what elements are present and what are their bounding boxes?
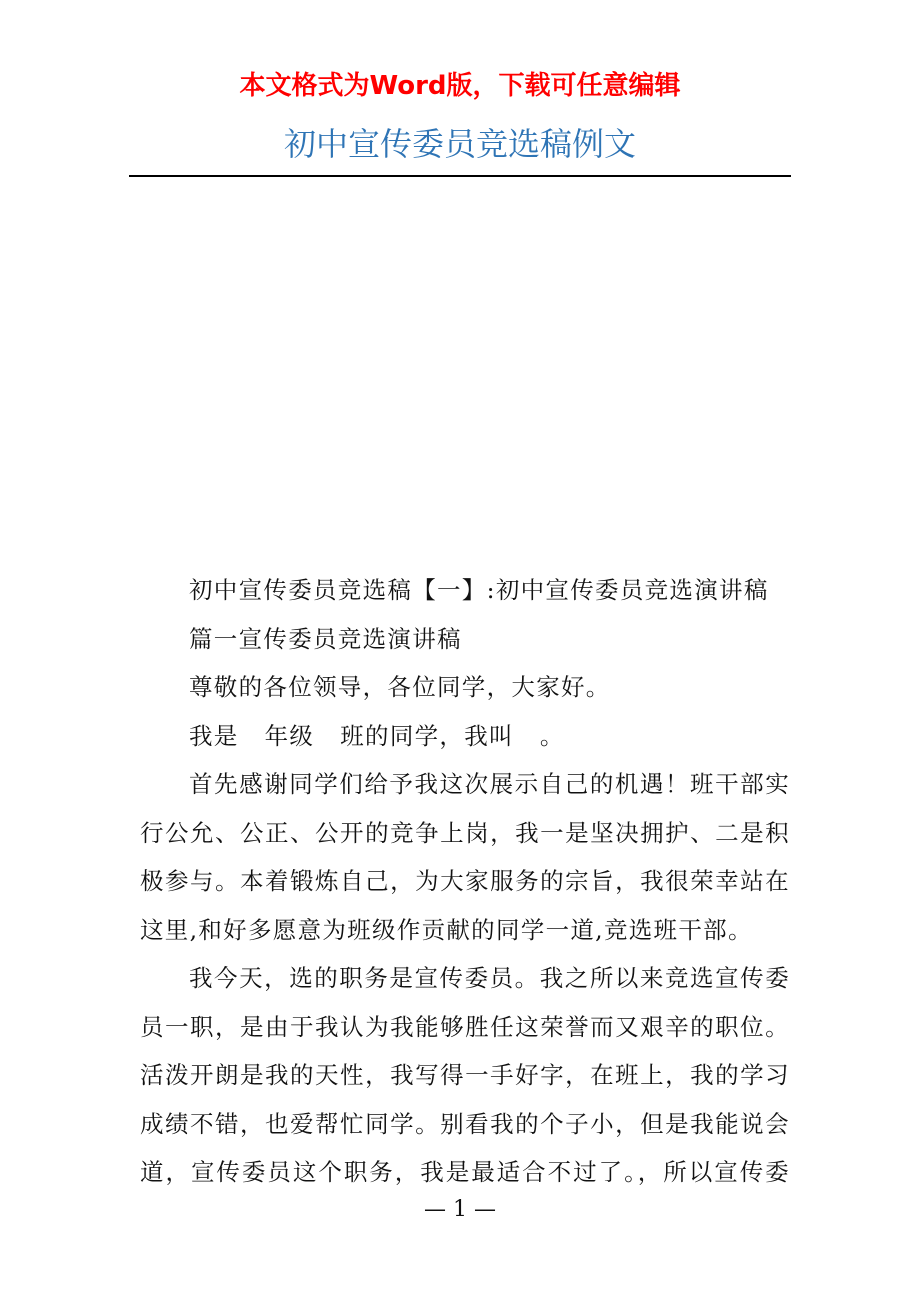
page-number: — 1 — <box>424 1197 496 1222</box>
paragraph-2: 我今天，选的职务是宣传委员。我之所以来竞选宣传委员一职，是由于我认为我能够胜任这荣誉而又艰辛的职位。活泼开朗是我的天性，我写得一手好字，在班上，我的学习成绩不错，也爱帮忙同学。别看我的个子小，但是我能说会道，宣传委员这个职务，我是最适合不过了。，所以宣传委 <box>140 964 790 1186</box>
paragraph-1: 首先感谢同学们给予我这次展示自己的机遇！班干部实行公允、公正、公开的竞争上岗，我一是坚决拥护、二是积极参与。本着锻炼自己，为大家服务的宗旨，我很荣幸站在这里,和好多愿意为班级作贡献的同学一道,竞选班干部。 <box>140 770 790 944</box>
intro-part-3: 班的同学，我叫 <box>340 721 514 750</box>
format-notice: 本文格式为Word版，下载可任意编辑 <box>239 71 681 101</box>
title-underline <box>129 175 791 177</box>
intro-line <box>140 712 790 761</box>
document-body <box>140 566 790 1197</box>
intro-part-1: 我是 <box>189 721 239 750</box>
intro-part-2: 年级 <box>264 721 315 750</box>
heading-line: 初中宣传委员竞选稿【一】:初中宣传委员竞选演讲稿 <box>189 576 769 604</box>
greeting-line: 尊敬的各位领导，各位同学，大家好。 <box>189 673 611 701</box>
subheading-line: 篇一宣传委员竞选演讲稿 <box>189 624 462 653</box>
intro-part-4: 。 <box>539 721 565 750</box>
document-title: 初中宣传委员竞选稿例文 <box>283 125 636 163</box>
